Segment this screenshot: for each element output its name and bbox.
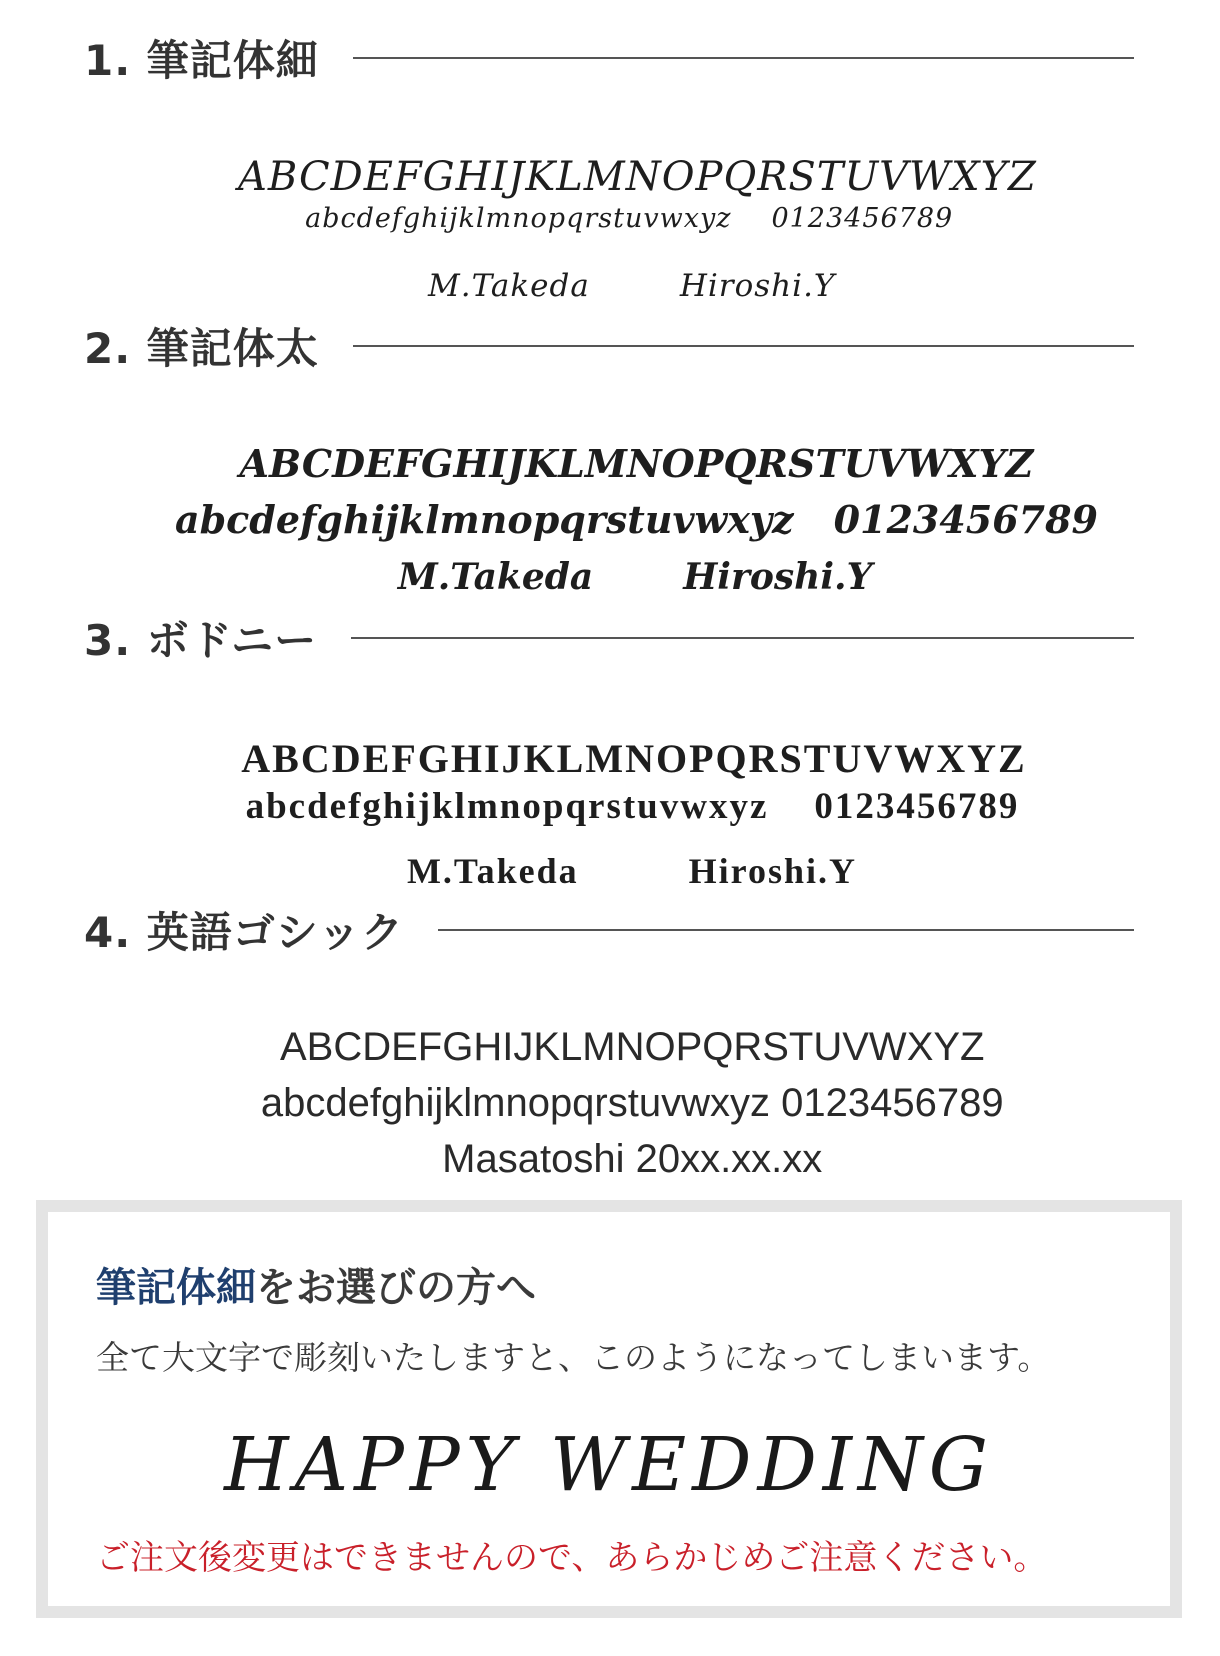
notice-sample-text: HAPPY WEDDING xyxy=(224,1422,994,1508)
section-title: 4. 英語ゴシック xyxy=(84,908,404,957)
notice-title-highlight: 筆記体細 xyxy=(96,1265,256,1311)
sample-lowercase: abcdefghijklmnopqrstuvwxyz xyxy=(245,786,769,827)
sample-lowercase: abcdefghijklmnopqrstuvwxyz xyxy=(174,497,794,542)
sample-text: Masatoshi 20xx.xx.xx xyxy=(442,1137,823,1181)
section-divider xyxy=(351,637,1134,639)
sample-lowercase: abcdefghijklmnopqrstuvwxyz xyxy=(305,203,732,234)
notice-warning: ご注文後変更はできませんので、あらかじめご注意ください。 xyxy=(96,1538,1048,1578)
sample-digits: 0123456789 xyxy=(771,203,954,234)
section-header xyxy=(84,608,1134,668)
section-divider xyxy=(353,345,1134,347)
notice-box xyxy=(36,1200,1182,1618)
sample-uppercase: ABCDEFGHIJKLMNOPQRSTUVWXYZ xyxy=(239,441,1034,486)
sample-name-2: Hiroshi.Y xyxy=(683,556,873,598)
section-title: 1. 筆記体細 xyxy=(84,36,319,85)
sample-name-1: M.Takeda xyxy=(406,851,579,891)
notice-title xyxy=(96,1256,536,1313)
sample-lowercase-digits: abcdefghijklmnopqrstuvwxyz 0123456789 xyxy=(260,1081,1004,1125)
sample-name-2: Hiroshi.Y xyxy=(679,268,836,304)
sample-digits: 0123456789 xyxy=(814,786,1020,827)
section-header xyxy=(84,28,1134,88)
sample-digits: 0123456789 xyxy=(833,497,1098,542)
section-title: 3. ボドニー xyxy=(84,616,318,665)
section-header xyxy=(84,900,1134,960)
sample-name-1: M.Takeda xyxy=(397,556,594,598)
section-divider xyxy=(353,57,1134,59)
sample-uppercase: ABCDEFGHIJKLMNOPQRSTUVWXYZ xyxy=(238,154,1037,200)
sample-name-2: Hiroshi.Y xyxy=(688,851,858,891)
section-divider xyxy=(438,929,1134,931)
section-title: 2. 筆記体太 xyxy=(84,324,319,373)
notice-description: 全て大文字で彫刻いたしますと、このようになってしまいます。 xyxy=(96,1338,1051,1377)
sample-name-1: M.Takeda xyxy=(428,268,590,304)
section-header xyxy=(84,316,1134,376)
notice-title-rest: をお選びの方へ xyxy=(256,1265,536,1311)
sample-uppercase: ABCDEFGHIJKLMNOPQRSTUVWXYZ xyxy=(241,736,1027,781)
sample-uppercase: ABCDEFGHIJKLMNOPQRSTUVWXYZ xyxy=(279,1025,985,1069)
